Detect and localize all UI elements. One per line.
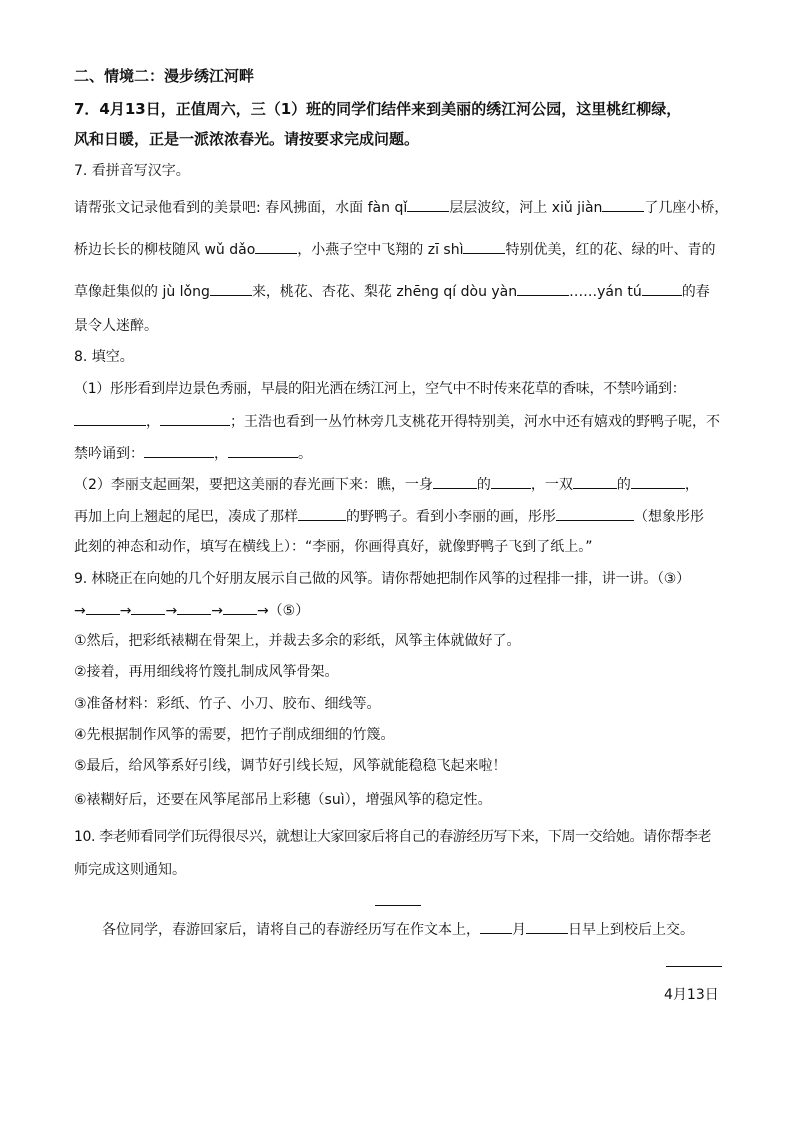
answer-blank[interactable] (210, 281, 252, 296)
q9-step: ⑤最后，给风筝系好引线，调节好引线长短，风筝就能稳稳飞起来啦！ (74, 758, 507, 774)
q8-title: 8. 填空。 (74, 349, 134, 365)
notice-signature-blank[interactable] (666, 966, 722, 967)
day-blank[interactable] (526, 919, 568, 934)
month-blank[interactable] (480, 919, 512, 934)
q8-part1-line2: ， ；王浩也看到一丛竹林旁几支桃花开得特别美，河水中还有嬉戏的野鸭子呢，不 (74, 411, 720, 432)
q7-title: 7. 看拼音写汉字。 (74, 163, 190, 179)
notice-date: 4月13日 (664, 987, 719, 1003)
q8-part2-line3: 此刻的神态和动作，填写在横线上）：“李丽，你画得真好，就像野鸭子飞到了纸上。” (74, 539, 593, 555)
pinyin-yantu: yán tú (597, 284, 642, 300)
q7-line3: 草像赶集似的 jù lǒng 来，桃花、杏花、梨花 zhēng qí dòu yàn ……yán tú 的春 (74, 281, 710, 302)
answer-blank[interactable] (642, 281, 682, 296)
pinyin-julong: jù lǒng (162, 284, 210, 300)
order-blank[interactable] (177, 600, 211, 615)
answer-blank[interactable] (491, 474, 531, 489)
answer-blank[interactable] (160, 411, 230, 426)
pinyin-zhengqidouyan: zhēng qí dòu yàn (396, 284, 518, 300)
order-blank[interactable] (86, 600, 120, 615)
notice-title-blank[interactable] (375, 905, 421, 906)
q8-part1-line3: 禁吟诵到： ， 。 (74, 443, 312, 464)
q9-title: 9. 林晓正在向她的几个好朋友展示自己做的风筝。请你帮她把制作风筝的过程排一排，讲一讲。（③） (74, 571, 690, 587)
pinyin-xiujian: xiǔ jiàn (551, 200, 603, 216)
q9-step: ④先根据制作风筝的需要，把竹子削成细细的竹篾。 (74, 727, 395, 743)
scenario-intro-line2: 风和日暖，正是一派浓浓春光。请按要求完成问题。 (74, 130, 420, 148)
order-blank[interactable] (223, 600, 257, 615)
q9-order-sequence: → → → → →（⑤） (74, 600, 309, 621)
answer-blank[interactable] (228, 443, 298, 458)
q7-line1: 请帮张文记录他看到的美景吧: 春风拂面，水面 fàn qǐ 层层波纹，河上 xiǔ jiàn 了几座小桥， (74, 197, 728, 218)
q9-step: ⑥裱糊好后，还要在风筝尾部吊上彩穗（suì），增强风筝的稳定性。 (74, 792, 492, 808)
answer-blank[interactable] (255, 239, 297, 254)
q7-line4: 景令人迷醉。 (74, 318, 158, 334)
scenario-intro-line1: 7．4月13日，正值周六，三（1）班的同学们结伴来到美丽的绣江河公园，这里桃红柳绿， (74, 100, 682, 118)
q8-part2-line2: 再加上向上翘起的尾巴，凑成了那样 的野鸭子。看到小李丽的画，彤彤 （想象彤彤 (74, 506, 704, 527)
answer-blank[interactable] (556, 506, 634, 521)
answer-blank[interactable] (407, 197, 449, 212)
pinyin-fanqi: fàn qǐ (367, 200, 408, 216)
q7-line2: 桥边长长的柳枝随风 wǔ dǎo ，小燕子空中飞翔的 zī shì 特别优美，红的花、绿的叶、青的 (74, 239, 715, 260)
answer-blank[interactable] (298, 506, 346, 521)
notice-body: 各位同学，春游回家后，请将自己的春游经历写在作文本上， 月 日早上到校后上交。 (102, 919, 694, 940)
pinyin-wudao: wǔ dǎo (204, 242, 256, 258)
answer-blank[interactable] (602, 197, 644, 212)
answer-blank[interactable] (144, 443, 214, 458)
pinyin-zishi: zī shì (427, 242, 464, 258)
answer-blank[interactable] (517, 281, 569, 296)
q8-part1-line1: （1）彤彤看到岸边景色秀丽，早晨的阳光洒在绣江河上，空气中不时传来花草的香味，不禁吟诵到： (74, 381, 686, 397)
answer-blank[interactable] (463, 239, 505, 254)
order-blank[interactable] (131, 600, 165, 615)
q10-line2: 师完成这则通知。 (74, 862, 186, 878)
answer-blank[interactable] (74, 411, 146, 426)
section-title: 二、情境二：漫步绣江河畔 (74, 67, 255, 85)
q9-step: ③准备材料：彩纸、竹子、小刀、胶布、细线等。 (74, 696, 381, 712)
q9-step: ②接着，再用细线将竹篾扎制成风筝骨架。 (74, 664, 339, 680)
answer-blank[interactable] (433, 474, 477, 489)
answer-blank[interactable] (573, 474, 617, 489)
q9-step: ①然后，把彩纸裱糊在骨架上，并裁去多余的彩纸，风筝主体就做好了。 (74, 633, 521, 649)
answer-blank[interactable] (631, 474, 685, 489)
q10-line1: 10. 李老师看同学们玩得很尽兴，就想让大家回家后将自己的春游经历写下来，下周一交给她。请你帮李老 (74, 829, 712, 845)
q8-part2-line1: （2）李丽支起画架，要把这美丽的春光画下来：瞧，一身 的 ，一双 的 ， (74, 474, 699, 495)
